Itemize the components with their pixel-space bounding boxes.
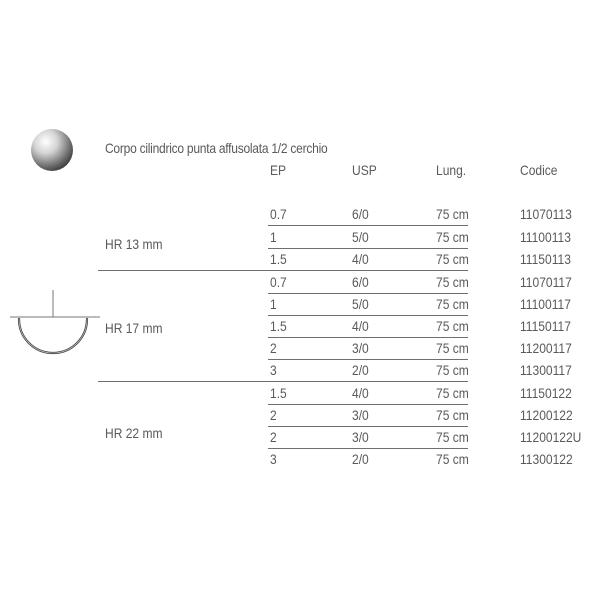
cell-code: 11300122 xyxy=(520,451,573,467)
table-row xyxy=(268,248,571,270)
table-row xyxy=(268,293,571,316)
cell-usp: 3/0 xyxy=(352,429,369,445)
cell-ep: 0.7 xyxy=(270,274,287,290)
column-header-ep: EP xyxy=(270,162,287,178)
table-row xyxy=(268,426,582,449)
cell-code: 11070113 xyxy=(520,206,572,222)
cell-code: 11150113 xyxy=(520,251,571,267)
needle-body-section-icon xyxy=(30,128,74,172)
cell-length: 75 cm xyxy=(436,407,469,423)
group-label-hr22: HR 22 mm xyxy=(105,425,163,441)
column-header-usp: USP xyxy=(352,162,377,178)
cell-usp: 3/0 xyxy=(352,340,369,356)
cell-ep: 3 xyxy=(270,451,277,467)
cell-code: 11100117 xyxy=(520,296,571,312)
cell-usp: 4/0 xyxy=(352,385,369,401)
cell-code: 11300117 xyxy=(520,362,572,378)
table-row xyxy=(268,448,573,470)
cell-ep: 0.7 xyxy=(270,206,287,222)
cell-code: 11070117 xyxy=(520,274,572,290)
cell-code: 11200117 xyxy=(520,340,572,356)
cell-length: 75 cm xyxy=(436,206,469,222)
cell-length: 75 cm xyxy=(436,362,469,378)
cell-ep: 1 xyxy=(270,229,277,245)
cell-length: 75 cm xyxy=(436,296,469,312)
table-row xyxy=(268,203,572,226)
cell-usp: 2/0 xyxy=(352,362,369,378)
cell-usp: 6/0 xyxy=(352,206,369,222)
cell-ep: 2 xyxy=(270,407,277,423)
table-row xyxy=(268,382,572,405)
column-header-code: Codice xyxy=(520,162,558,178)
cell-length: 75 cm xyxy=(436,229,469,245)
cell-ep: 1.5 xyxy=(270,385,287,401)
cell-ep: 1.5 xyxy=(270,251,287,267)
cell-length: 75 cm xyxy=(436,451,469,467)
cell-ep: 2 xyxy=(270,429,277,445)
cell-usp: 4/0 xyxy=(352,251,369,267)
half-circle-needle-icon xyxy=(10,290,100,360)
cell-ep: 3 xyxy=(270,362,277,378)
table-row xyxy=(268,404,573,427)
cell-usp: 4/0 xyxy=(352,318,369,334)
cell-length: 75 cm xyxy=(436,318,469,334)
cell-usp: 5/0 xyxy=(352,229,369,245)
cell-usp: 5/0 xyxy=(352,296,369,312)
cell-code: 11150117 xyxy=(520,318,571,334)
cell-length: 75 cm xyxy=(436,429,469,445)
cell-code: 11200122 xyxy=(520,407,573,423)
cell-usp: 6/0 xyxy=(352,274,369,290)
cell-ep: 1 xyxy=(270,296,277,312)
cell-length: 75 cm xyxy=(436,340,469,356)
table-row xyxy=(268,337,572,360)
cell-usp: 3/0 xyxy=(352,407,369,423)
table-row xyxy=(268,226,571,249)
cell-length: 75 cm xyxy=(436,274,469,290)
cell-code: 11100113 xyxy=(520,229,571,245)
cell-length: 75 cm xyxy=(436,251,469,267)
cell-ep: 2 xyxy=(270,340,277,356)
column-header-length: Lung. xyxy=(436,162,467,178)
group-label-hr17: HR 17 mm xyxy=(105,320,163,336)
cell-usp: 2/0 xyxy=(352,451,369,467)
table-row xyxy=(268,315,571,338)
cell-ep: 1.5 xyxy=(270,318,287,334)
table-row xyxy=(268,359,572,381)
table-row xyxy=(268,271,572,294)
cell-code: 11150122 xyxy=(520,385,572,401)
page-title: Corpo cilindrico punta affusolata 1/2 cerchio xyxy=(105,140,328,156)
group-label-hr13: HR 13 mm xyxy=(105,236,163,252)
cell-code: 11200122U xyxy=(520,429,582,445)
cell-length: 75 cm xyxy=(436,385,469,401)
